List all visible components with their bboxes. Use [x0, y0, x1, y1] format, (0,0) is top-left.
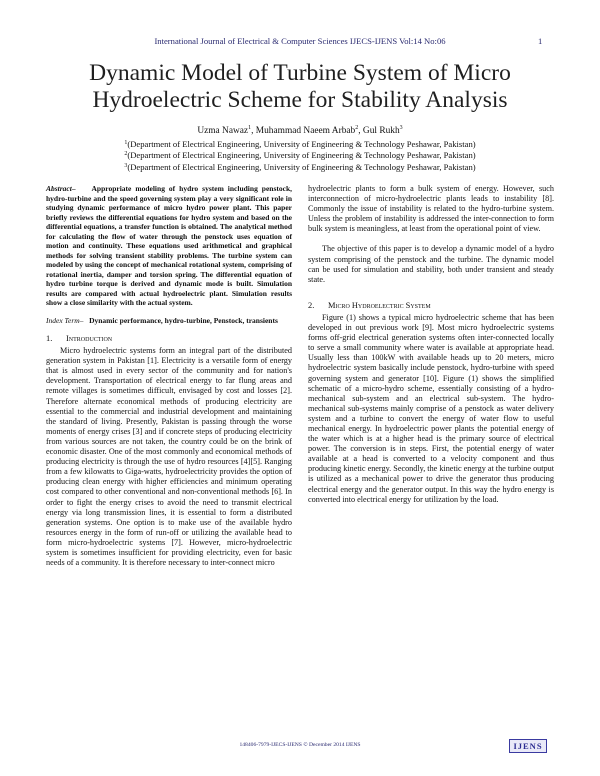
- title-line-2: Hydroelectric Scheme for Stability Analysis: [92, 87, 508, 113]
- section-title: Introduction: [66, 334, 113, 343]
- affiliation-text: (Department of Electrical Engineering, University of Engineering & Technology Peshawar, Pakistan): [127, 161, 476, 172]
- author-sup: 2: [355, 125, 359, 131]
- author-name: Muhammad Naeem Arbab: [255, 126, 356, 136]
- author-separator: ,: [251, 126, 256, 136]
- index-terms-text: Dynamic performance, hydro-turbine, Penstock, transients: [89, 315, 278, 325]
- author-name: Uzma Nawaz: [197, 126, 249, 136]
- author-name: Gul Rukh: [362, 126, 400, 136]
- right-column: [308, 184, 554, 505]
- title-line-1: Dynamic Model of Turbine System of Micro: [89, 60, 511, 86]
- affiliations: [60, 139, 540, 173]
- abstract: [46, 184, 292, 308]
- intro-continued-paragraph: hydroelectric plants to form a bulk system of energy. However, such interconnection of micro-hydroelectric plants leads to instability [8]. Commonly the issue of instability is related to the hydro-turbine system. Unless the problem of instability is addressed the inter-connection to form bulk system is meaningless, at least from the operational point of view.: [308, 184, 554, 234]
- author-separator: ,: [358, 126, 363, 136]
- affiliation-sup: 2: [124, 151, 128, 158]
- affiliation-text: (Department of Electrical Engineering, University of Engineering & Technology Peshawar, Pakistan): [127, 139, 476, 149]
- affiliation: [60, 150, 540, 161]
- abstract-text: Appropriate modeling of hydro system including penstock, hydro-turbine and the speed governing system play a very significant role in studying dynamic performance of micro hydro power plant. This paper briefly reviews the differential equations for hydro system and based on the differential equations, a transfer function is obtained. The analytical method for calculating the flow of water through the penstock uses equation of motion and continuity. These equations used arithmetical and graphical methods for solving transient stability problems. The turbine system can modeled by using the concept of mechanical rotational system, comprising of rotational inertia, damper and torsion spring. The differential equation of hydro turbine torque is derived and dynamic mode is built. Simulation results are compared with actual hydroelectric plant. Simulation results show a close similarity with the actual system.: [46, 184, 293, 307]
- paper-title: [40, 60, 560, 114]
- abstract-label: Abstract–: [46, 184, 76, 193]
- objective-paragraph: The objective of this paper is to develop a dynamic model of a hydro system comprising of the penstock and the turbine. The dynamic model can be used for simulation and stability, both under transient and steady state.: [308, 244, 554, 284]
- author-list: [60, 126, 540, 136]
- author-sup: 3: [399, 125, 403, 131]
- section-number: 1.: [46, 334, 53, 343]
- index-terms: [46, 316, 292, 326]
- affiliation: [60, 139, 540, 150]
- micro-hydro-paragraph: Figure (1) shows a typical micro hydroelectric scheme that has been developed in out previous work [9]. Most micro hydroelectric systems forms off-grid electrical generation systems often inter-connected locally to serve a small community where water is available at appropriate head. Usually less than 100kW with available heads up to 20 meters, micro hydroelectric system basically include penstock, hydro-turbine with speed governing system and generator [10]. Figure (1) shows the simplified schematic of a micro-hydro scheme, essentially consisting of a hydro-mechanical sub-system and an electrical sub-system. The hydro-mechanical sub-systems mainly comprise of a penstock as water delivery system and a turbine to convert the energy of water flow to useful mechanical energy. In hydroelectric power plants the potential energy of the water which is at a higher head is the primary source of electrical power. The conversion is in steps. First, the potential energy of water available at a head is converted to a velocity component and thus producing kinetic energy. Secondly, the kinetic energy at the turbine output is utilized as a mechanical power to drive the generator thus producing electrical energy and the generator output. In this way the hydro energy is converted into electrical energy for utilization by the load.: [308, 312, 555, 504]
- page-number: 1: [538, 36, 543, 46]
- left-column: [46, 184, 292, 568]
- affiliation-text: (Department of Electrical Engineering, University of Engineering & Technology Peshawar, Pakistan): [127, 150, 476, 161]
- intro-paragraph: Micro hydroelectric systems form an integral part of the distributed generation system in Pakistan [1]. Electricity is a versatile form of energy that is almost used in every sector of the community and for nation's development. Transportation of electrical energy to far flung areas and remote villages is sometimes difficult, envisaged by cost and losses [2]. Therefore alternate economical methods of producing electricity are essential to the commercial and industrial development and maintaining the standard of living. Presently, Pakistan is passing through the worse moments of energy crises [3] and if concrete steps of producing electricity from various sources are not taken, the country could be on the brink of economic disaster. One of the most commonly and economical methods of producing electricity is through the use of hydro resources [4][5]. Ranging from a few kilowatts to Giga-watts, hydroelectricity provides the option of producing clean energy with higher efficiencies and minimum operating cost compared to other conventional and non-conventional methods [6]. In order to fight the energy crises to avoid the need to transmit electrical energy via long transmission lines, it is essential to form a distributed generation systems. One option is to make use of the available hydro resources energy in the form of run-off or utilizing the available head to form micro-hydroelectric systems [7]. However, micro-hydroelectric system is sometimes insufficient for providing electricity, even for basic needs of a community. It is therefore necessary to inter-connect micro: [46, 346, 292, 568]
- affiliation-sup: 1: [124, 140, 128, 146]
- footer-text: 148406-7979-IJECS-IJENS © December 2014 IJENS: [239, 742, 361, 748]
- index-terms-label: Index Term–: [46, 315, 84, 325]
- section-heading-micro-hydro: [308, 301, 554, 311]
- affiliation: [60, 162, 540, 173]
- section-number: 2.: [308, 300, 315, 310]
- section-heading-introduction: [46, 334, 292, 344]
- running-head: International Journal of Electrical & Computer Sciences IJECS-IJENS Vol:14 No:06: [154, 36, 446, 46]
- ijens-logo: IJENS: [509, 739, 547, 753]
- affiliation-sup: 3: [124, 162, 128, 169]
- section-title: Micro Hydroelectric System: [328, 300, 431, 310]
- author-sup: 1: [248, 125, 252, 131]
